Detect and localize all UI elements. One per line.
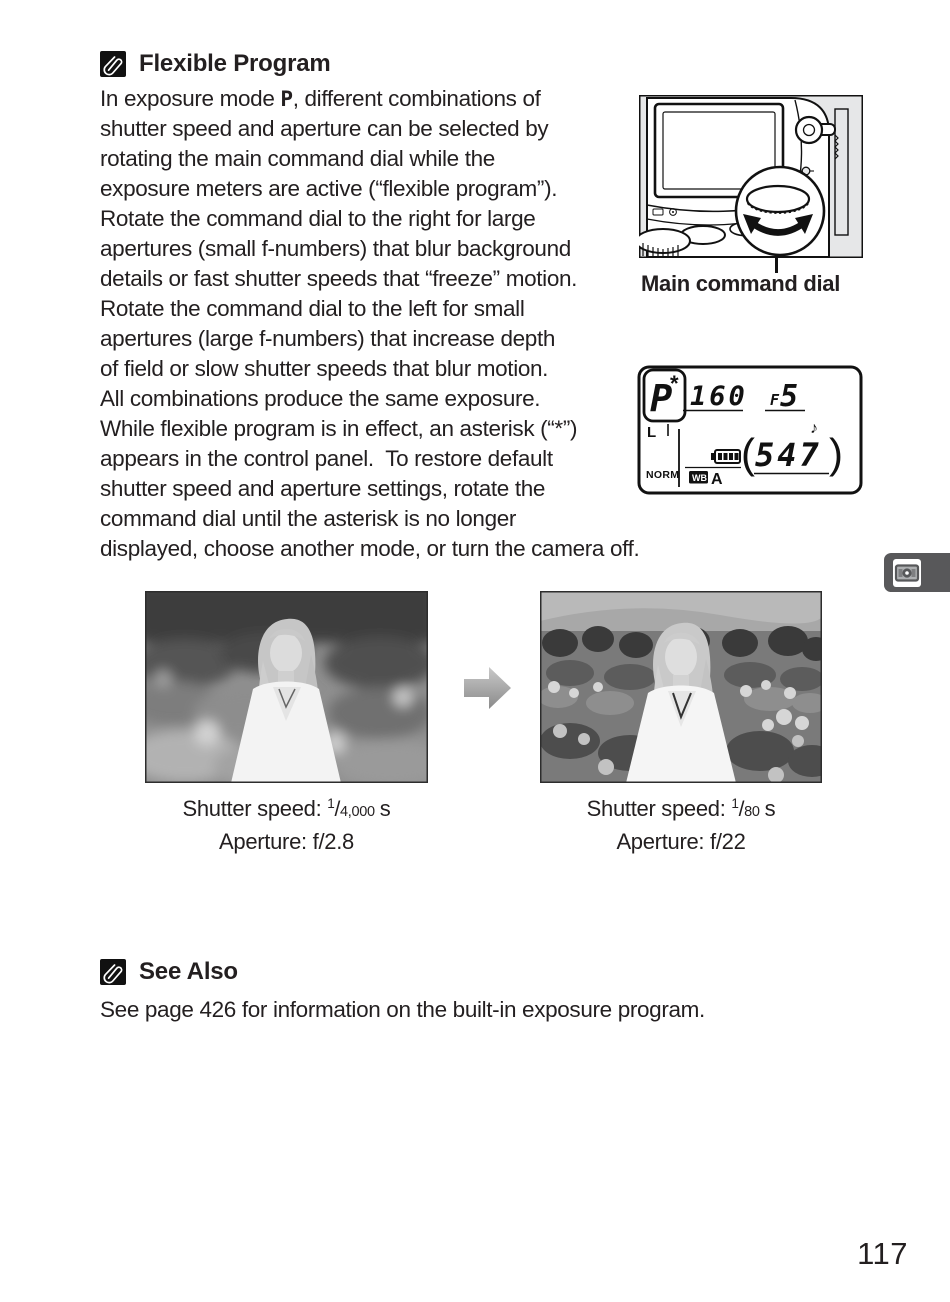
body-line: shutter speed and aperture can be selected by (100, 116, 549, 141)
body-line: of field or slow shutter speeds that blur motion. (100, 356, 549, 381)
fraction-denominator: 4,000 (339, 804, 375, 820)
aperture-caption: Aperture: f/22 (616, 829, 746, 854)
section-title: Flexible Program (139, 50, 331, 77)
body-line: displayed, choose another mode, or turn the camera off. (100, 536, 640, 561)
aperture-caption: Aperture: f/2.8 (219, 829, 354, 854)
body-line: shutter speed and aperture settings, rotate the (100, 476, 546, 501)
body-line: apertures (large f-numbers) that increase depth (100, 326, 556, 351)
lcd-flex-asterisk: * (670, 371, 679, 396)
body-line: apertures (small f-numbers) that blur background (100, 236, 571, 261)
body-line: command dial until the asterisk is no longer (100, 506, 517, 531)
body-line: exposure meters are active (“flexible program”). (100, 176, 558, 201)
body-line: Rotate the command dial to the right for large (100, 206, 536, 231)
chapter-tab (884, 553, 950, 592)
camera-illustration (639, 95, 863, 258)
paperclip-icon (100, 959, 126, 985)
control-panel-illustration (637, 365, 863, 495)
lcd-mode: P (650, 377, 673, 420)
body-line: All combinations produce the same exposure. (100, 386, 541, 411)
page-number: 117 (857, 1236, 908, 1271)
flexible-program-header (100, 50, 331, 78)
lcd-shutter-speed: 160 (690, 381, 748, 412)
lcd-wb-label: WB (692, 473, 707, 483)
lcd-aperture-prefix: F (770, 391, 780, 409)
shooting-mode-tab-icon (893, 559, 921, 587)
caption-right: Shutter speed: $^1$/80 s Aperture: f/22 (540, 789, 822, 856)
body-line: rotating the main command dial while the (100, 146, 495, 171)
body-line: details or fast shutter speeds that “freeze” motion. (100, 266, 578, 291)
lcd-aperture: 5 (780, 379, 799, 414)
see-also-header (100, 958, 705, 986)
lcd-paren-open: ( (741, 430, 755, 477)
body-line: In exposure mode P, different combinations of (100, 86, 541, 111)
fraction-denominator: 80 (744, 804, 760, 820)
lcd-bracket: L (647, 424, 657, 441)
paperclip-icon (100, 51, 126, 77)
see-also-section (100, 958, 705, 1025)
body-line: Rotate the command dial to the left for small (100, 296, 525, 321)
section-title: See Also (139, 958, 238, 985)
body-line: appears in the control panel. To restore default (100, 446, 553, 471)
fraction-numerator: 1 (327, 796, 335, 811)
body-line: While flexible program is in effect, an asterisk (“*”) (100, 416, 578, 441)
lcd-frame-count: 547 (755, 436, 822, 474)
lcd-wb-mode: A (711, 471, 723, 488)
caption-left: Shutter speed: $^1$/4,000 s Aperture: f/2.8 (145, 789, 428, 856)
lcd-paren-close: ) (829, 430, 843, 477)
right-arrow-icon (462, 666, 512, 710)
fraction-numerator: 1 (731, 796, 739, 811)
photo-deep-dof (540, 591, 822, 783)
see-also-text: See page 426 for information on the built-in exposure program. (100, 997, 705, 1022)
mode-p-glyph: P (280, 87, 293, 111)
beep-icon: ♪ (810, 420, 818, 437)
photo-shallow-dof (145, 591, 428, 783)
camera-figure-label: Main command dial (641, 271, 841, 296)
body-paragraph (100, 84, 639, 564)
lcd-quality: NORM (646, 469, 680, 481)
